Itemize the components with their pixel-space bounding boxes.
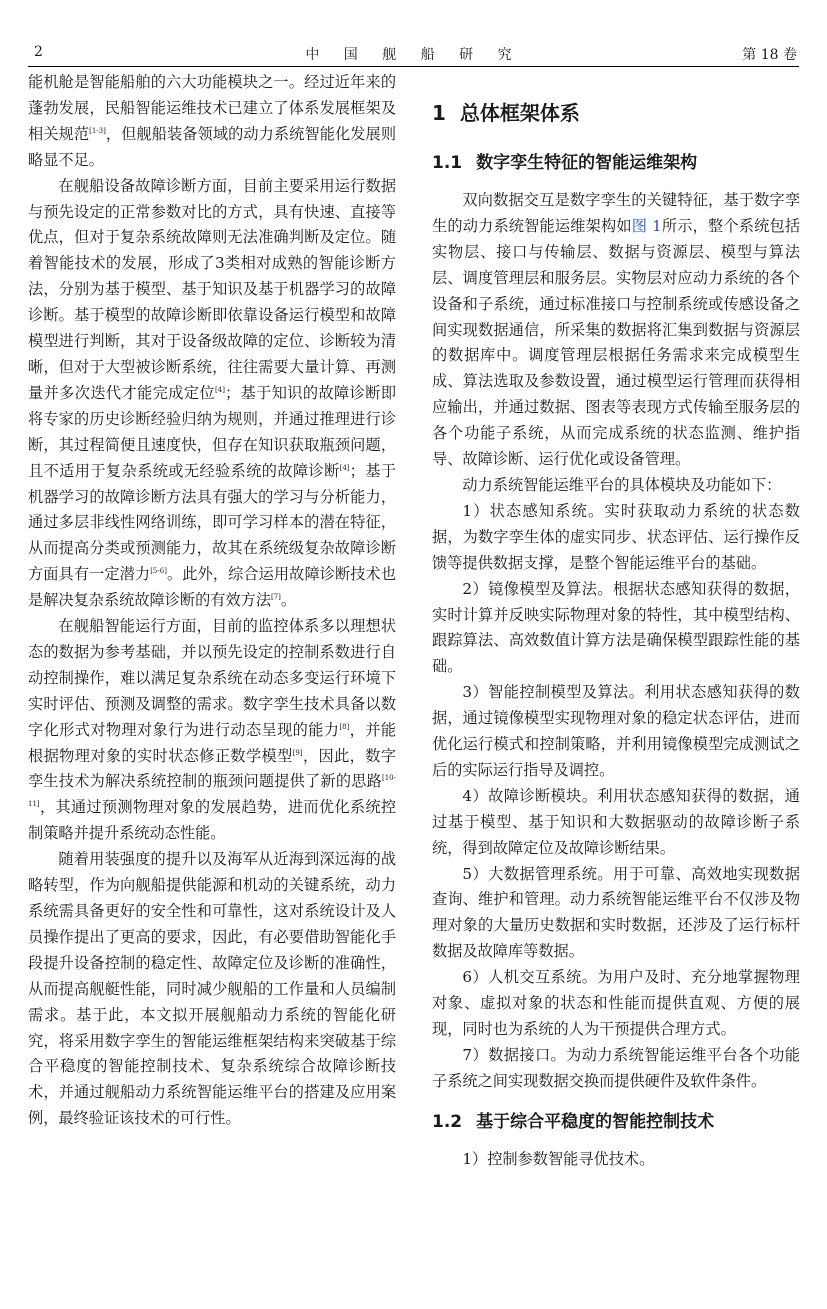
citation[interactable]: [9] bbox=[292, 748, 303, 757]
list-item: 3）智能控制模型及算法。利用状态感知获得的数据，通过镜像模型实现物理对象的稳定状态评估，进而优化运行模式和控制策略，并利用镜像模型完成测试之后的实际运行指导及调控。 bbox=[432, 683, 800, 779]
paragraph: 在舰船设备故障诊断方面，目前主要采用运行数据与预先设定的正常参数对比的方式，具有快速、直接等优点，但对于复杂系统故障则无法准确判断及定位。随着智能技术的发展，形成了3类相对成熟的智能诊断方法，分别为基于模型、基于知识及基于机器学习的故障诊断。基于模型的故障诊断即依靠设备运行模型和故障模型进行判断，其对于设备级故障的定位、诊断较为清晰，但对于大型被诊断系统，往往需要大量计算、再测量并多次迭代才能完成定位[4]；基于知识的故障诊断即将专家的历史诊断经验归纳为规则，并通过推理进行诊断，其过程简便且速度快，但存在知识获取瓶颈问题，且不适用于复杂系统或无经验系统的故障诊断[4]；基于机器学习的故障诊断方法具有强大的学习与分析能力，通过多层非线性网络训练，即可学习样本的潜在特征，从而提高分类或预测能力，故其在系统级复杂故障诊断方面具有一定潜力[5-6]。此外，综合运用故障诊断技术也是解决复杂系统故障诊断的有效方法[7]。 bbox=[28, 176, 397, 610]
section-heading: 1 总体框架体系 bbox=[432, 101, 580, 125]
citation[interactable]: [4] bbox=[339, 463, 350, 472]
page-number: 2 bbox=[34, 44, 43, 60]
running-header bbox=[28, 44, 799, 67]
list-item: 2）镜像模型及算法。根据状态感知获得的数据，实时计算并反映实际物理对象的特性，其中模型结构、跟踪算法、高效数值计算方法是确保模型跟踪性能的基础。 bbox=[432, 579, 800, 676]
paragraph: 1）控制参数智能寻优技术。 bbox=[462, 1149, 655, 1168]
paragraph: 能机舱是智能船舶的六大功能模块之一。经过近年来的蓬勃发展，民船智能运维技术已建立了体系发展框架及相关规范[1-3]，但舰船装备领域的动力系统智能化发展则略显不足。 bbox=[28, 73, 397, 169]
citation[interactable]: [7] bbox=[271, 593, 281, 602]
list-item: 6）人机交互系统。为用户及时、充分地掌握物理对象、虚拟对象的状态和性能而提供直观、方便的展现，同时也为系统的人为干预提供合理方式。 bbox=[432, 968, 800, 1038]
list-item: 1）状态感知系统。实时获取动力系统的状态数据，为数字孪生体的虚实同步、状态评估、运行操作反馈等提供数据支撑，是整个智能运维平台的基础。 bbox=[432, 501, 800, 572]
journal-title: 中 国 舰 船 研 究 bbox=[305, 47, 522, 63]
list-item: 4）故障诊断模块。利用状态感知获得的数据，通过基于模型、基于知识和大数据驱动的故障诊断子系统，得到故障定位及故障诊断结果。 bbox=[432, 786, 800, 857]
left-column bbox=[28, 70, 396, 1132]
subsection-heading: 1.1 数字孪生特征的智能运维架构 bbox=[432, 153, 698, 173]
list-item: 5）大数据管理系统。用于可靠、高效地实现数据查询、维护和管理。动力系统智能运维平台不仅涉及物理对象的大量历史数据和实时数据，还涉及了运行标杆数据及故障库等数据。 bbox=[432, 864, 800, 961]
paragraph: 随着用装强度的提升以及海军从近海到深远海的战略转型，作为向舰船提供能源和机动的关键系统，动力系统需具备更好的安全性和可靠性，这对系统设计及人员操作提出了更高的要求，因此，有必要借助智能化手段提升设备控制的稳定性、故障定位及诊断的准确性，从而提高舰艇性能，同时减少舰船的工作量和人员编制需求。基于此，本文拟开展舰船动力系统的智能化研究，将采用数字孪生的智能运维框架结构来突破基于综合平稳度的智能控制技术、复杂系统综合故障诊断技术，并通过舰船动力系统智能运维平台的搭建及应用案例，最终验证该技术的可行性。 bbox=[28, 850, 396, 1128]
list-item: 7）数据接口。为动力系统智能运维平台各个功能子系统之间实现数据交换而提供硬件及软件条件。 bbox=[432, 1045, 800, 1090]
subsection-heading: 1.2 基于综合平稳度的智能控制技术 bbox=[432, 1111, 715, 1132]
citation[interactable]: [1-3] bbox=[89, 126, 106, 135]
paragraph: 动力系统智能运维平台的具体模块及功能如下： bbox=[462, 475, 782, 494]
citation[interactable]: [8] bbox=[339, 722, 350, 731]
volume-label: 第 18 卷 bbox=[742, 47, 797, 63]
citation[interactable]: [4] bbox=[215, 385, 225, 394]
right-column bbox=[432, 70, 800, 1173]
paragraph: 在舰船智能运行方面，目前的监控体系多以理想状态的数据为参考基础，并以预先设定的控制系数进行自动控制操作，难以满足复杂系统在动态多变运行环境下实时评估、预测及调整的需求。数字孪生技术具备以数字化形式对物理对象行为进行动态呈现的能力[8]，并能根据物理对象的实时状态修正数学模型[9]，因此，数字孪生技术为解决系统控制的瓶颈问题提供了新的思路[10-11]，其通过预测物理对象的发展趋势，进而优化系统控制策略并提升系统动态性能。 bbox=[28, 617, 397, 843]
paragraph: 双向数据交互是数字孪生的关键特征，基于数字孪生的动力系统智能运维架构如图 1所示，整个系统包括实物层、接口与传输层、数据与资源层、模型与算法层、调度管理层和服务层。实物层对应动力系统的各个设备和子系统，通过标准接口与控制系统或传感设备之间实现数据通信，所采集的数据将汇集到数据与资源层的数据库中。调度管理层根据任务需求来完成模型生成、算法选取及参数设置，通过模型运行管理而获得相应输出，并通过数据、图表等表现方式传输至服务层的各个功能子系统，从而完成系统的状态监测、维护指导、故障诊断、运行优化或设备管理。 bbox=[432, 191, 801, 469]
citation[interactable]: [5-6] bbox=[150, 567, 167, 576]
figure-link[interactable]: 图 1 bbox=[631, 216, 662, 235]
citation[interactable]: [10-11] bbox=[28, 774, 396, 809]
